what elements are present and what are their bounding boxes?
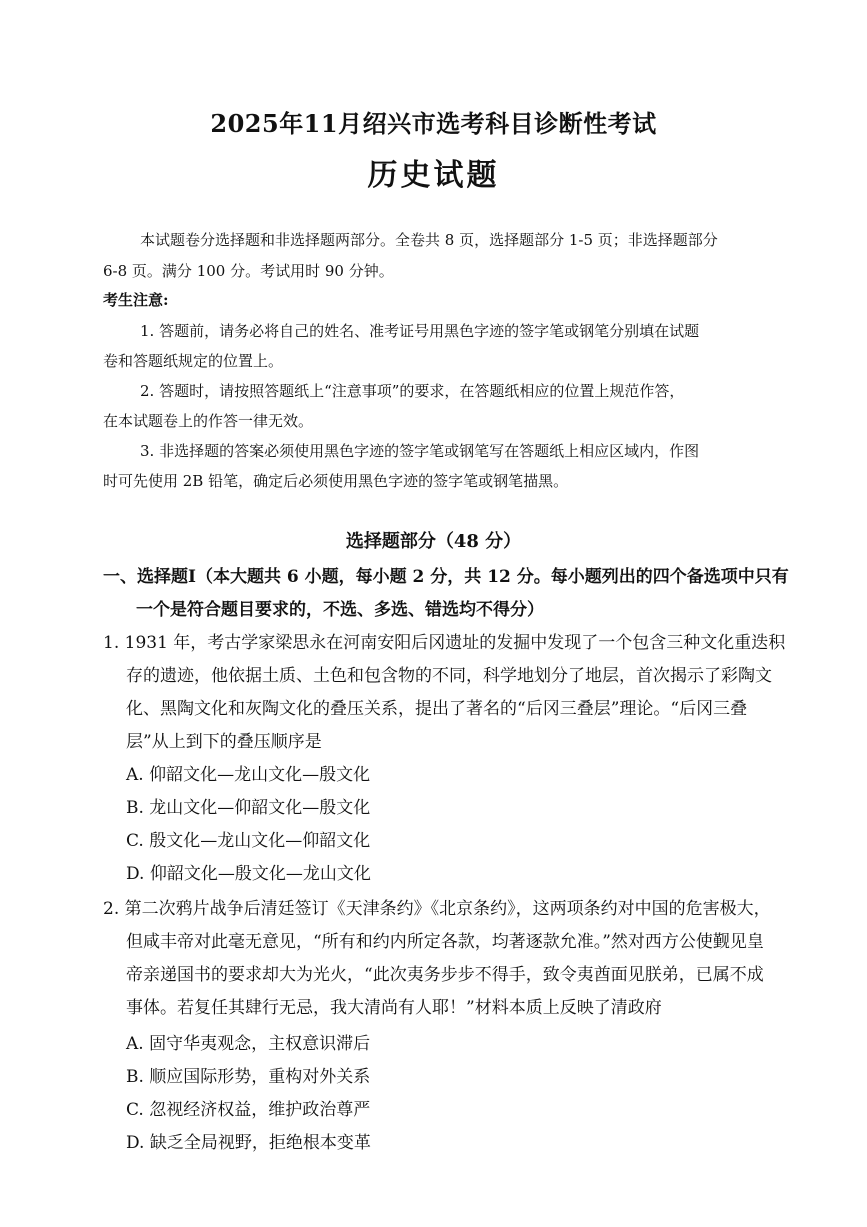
note-1-line-2: 卷和答题纸规定的位置上。 <box>103 352 284 370</box>
part-heading-line-2: 一个是符合题目要求的，不选、多选、错选均不得分） <box>136 600 544 620</box>
note-1-line-1: 1. 答题前，请务必将自己的姓名、准考证号用黑色字迹的签字笔或钢笔分别填在试题 <box>140 322 700 340</box>
question-1-option-a: A. 仰韶文化—龙山文化—殷文化 <box>126 765 371 785</box>
intro-line-2: 6-8 页。满分 100 分。考试用时 90 分钟。 <box>103 262 394 280</box>
question-2-option-a: A. 固守华夷观念，主权意识滞后 <box>126 1034 371 1054</box>
question-1-option-c: C. 殷文化—龙山文化—仰韶文化 <box>126 831 371 851</box>
question-1-line-1: 1. 1931 年，考古学家梁思永在河南安阳后冈遗址的发掘中发现了一个包含三种文化重迭积 <box>103 633 786 653</box>
question-1-option-b: B. 龙山文化—仰韶文化—殷文化 <box>126 798 371 818</box>
question-2-line-3: 帝亲递国书的要求却大为光火，“此次夷务步步不得手，致令夷酋面见朕弟，已属不成 <box>126 965 764 985</box>
question-2-line-2: 但咸丰帝对此毫无意见，“所有和约内所定各款，均著逐款允准。”然对西方公使觐见皇 <box>126 932 764 952</box>
question-1-line-2: 存的遗迹，他依据土质、土色和包含物的不同，科学地划分了地层，首次揭示了彩陶文 <box>126 666 772 686</box>
exam-title: 2025年11月绍兴市选考科目诊断性考试 <box>210 109 657 138</box>
notes-heading: 考生注意: <box>103 291 169 309</box>
question-2-line-4: 事体。若复任其肆行无忌，我大清尚有人耶！”材料本质上反映了清政府 <box>126 998 662 1018</box>
exam-subtitle: 历史试题 <box>367 158 500 193</box>
question-2-option-c: C. 忽视经济权益，维护政治尊严 <box>126 1100 371 1120</box>
part-heading-line-1: 一、选择题Ⅰ（本大题共 6 小题，每小题 2 分，共 12 分。每小题列出的四个备选项中只有 <box>103 567 789 587</box>
question-2-line-1: 2. 第二次鸦片战争后清廷签订《天津条约》《北京条约》，这两项条约对中国的危害极大， <box>103 899 771 919</box>
note-3-line-1: 3. 非选择题的答案必须使用黑色字迹的签字笔或钢笔写在答题纸上相应区域内，作图 <box>140 442 700 460</box>
question-1-option-d: D. 仰韶文化—殷文化—龙山文化 <box>126 864 371 884</box>
note-3-line-2: 时可先使用 2B 铅笔，确定后必须使用黑色字迹的签字笔或钢笔描黑。 <box>103 472 569 490</box>
question-1-line-4: 层”从上到下的叠压顺序是 <box>126 732 322 752</box>
note-2-line-1: 2. 答题时，请按照答题纸上“注意事项”的要求，在答题纸相应的位置上规范作答， <box>140 382 685 400</box>
section-heading: 选择题部分（48 分） <box>345 531 522 552</box>
question-2-option-d: D. 缺乏全局视野，拒绝根本变革 <box>126 1133 371 1153</box>
question-1-line-3: 化、黑陶文化和灰陶文化的叠压关系，提出了著名的“后冈三叠层”理论。“后冈三叠 <box>126 699 748 719</box>
note-2-line-2: 在本试题卷上的作答一律无效。 <box>103 412 314 430</box>
intro-line-1: 本试题卷分选择题和非选择题两部分。全卷共 8 页，选择题部分 1-5 页；非选择题部分 <box>140 231 718 249</box>
question-2-option-b: B. 顺应国际形势，重构对外关系 <box>126 1067 371 1087</box>
